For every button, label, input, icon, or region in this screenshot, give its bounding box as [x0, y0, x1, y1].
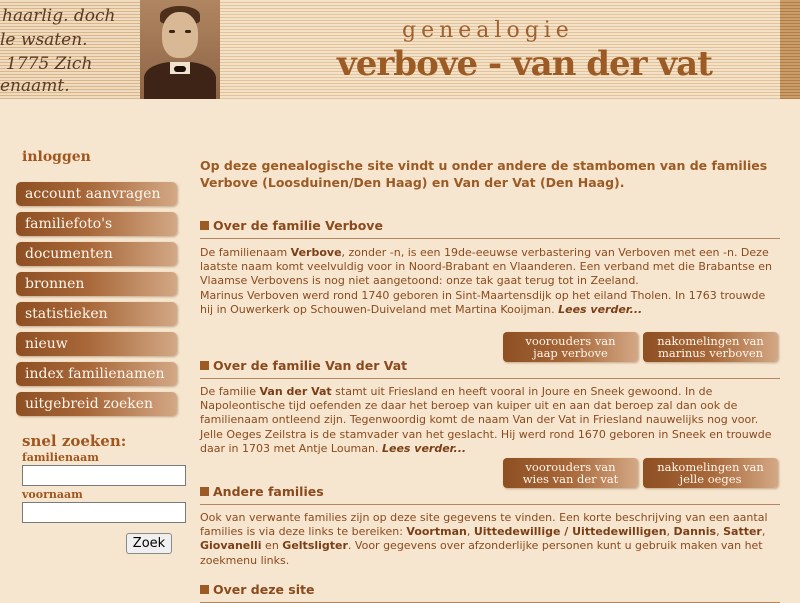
family-link-geltsligter[interactable]: Geltsligter — [282, 539, 348, 553]
site-subtitle: genealogie — [402, 18, 574, 43]
text-segment: Ook van verwante families zijn op deze site gegevens te vinden. Een korte beschrijving van een aantal families is via deze links te bereiken: — [200, 511, 768, 539]
bullet-square-icon — [200, 361, 209, 370]
site-header — [0, 0, 800, 99]
text-segment: , zonder -n, is een 19de-eeuwse verbastering van Verboven met een -n. Deze laatste naam komt veelvuldig voor in Noord-Brabant en Vlaanderen. Een verband met die Brabantse en Vlaamse Verbovens is nog niet aangetoond: onze tak gaat terug tot in Zeeland. — [200, 246, 772, 288]
section-heading-andere-families — [200, 484, 780, 505]
familienaam-input[interactable] — [22, 465, 186, 486]
section-heading-text: Over deze site — [213, 582, 315, 597]
familienaam-label: familienaam — [22, 451, 99, 464]
text-segment: . Voor gegevens over afzonderlijke personen kunt u gebruik maken van het zoekmenu links. — [200, 539, 763, 567]
handwriting-image — [0, 0, 140, 99]
button-line: jaap verbove — [533, 346, 608, 360]
text-segment: stamt uit Friesland en heeft vooral in Joure en Sneek gewoond. In de Napoleontische tijd oefenden ze daar het beroep van kuiper uit en aan dat beroep zal dan ook de familienaam ontleend zijn. Tegenwoordig komt de naam Van der Vat in Friesland nauwelijks nog voor. — [200, 385, 759, 427]
handwriting-line: haarlig. doch — [2, 6, 116, 26]
zoek-button[interactable]: Zoek — [126, 533, 172, 554]
menu-account-aanvragen[interactable]: account aanvragen — [16, 182, 177, 206]
section-text-verbove — [200, 246, 780, 317]
ancestor-portrait — [140, 0, 220, 99]
family-link-dannis[interactable]: Dannis — [673, 525, 717, 539]
header-edge-decoration — [780, 0, 800, 99]
menu-index-familienamen[interactable]: index familienamen — [16, 362, 177, 386]
text-segment: Marinus Verboven werd rond 1740 geboren in Sint-Maartensdijk op het eiland Tholen. In 1763 trouwde hij in Ouwerkerk op Schouwen-Duiveland met Martina Kooijman. — [200, 288, 766, 316]
button-line: nakomelingen van — [657, 334, 764, 348]
text-segment: Jelle Oeges Zeilstra is de stamvader van het geslacht. Hij werd rond 1670 geboren in Sneek en trouwde daar in 1703 met Antje Louman. — [200, 427, 772, 455]
family-name-bold: Verbove — [290, 246, 342, 259]
section-text-van-der-vat — [200, 385, 780, 456]
login-link[interactable]: inloggen — [22, 149, 91, 165]
button-line: marinus verboven — [657, 346, 764, 360]
text-segment: De familie — [200, 385, 260, 398]
section-heading-verbove — [200, 218, 780, 239]
button-line: wies van der vat — [522, 472, 619, 486]
read-more-link[interactable]: Lees verder... — [381, 441, 467, 455]
menu-bronnen[interactable]: bronnen — [16, 272, 177, 296]
read-more-link[interactable]: Lees verder... — [558, 302, 643, 316]
button-line: jelle oeges — [679, 472, 742, 486]
button-line: voorouders van — [525, 334, 616, 348]
menu-uitgebreid-zoeken[interactable]: uitgebreid zoeken — [16, 392, 177, 416]
menu-documenten[interactable]: documenten — [16, 242, 177, 266]
voornaam-input[interactable] — [22, 502, 186, 523]
section-heading-text: Over de familie Verbove — [213, 218, 383, 233]
menu-familiefotos[interactable]: familiefoto's — [16, 212, 177, 236]
quick-search-title: snel zoeken: — [22, 432, 127, 450]
button-line: voorouders van — [525, 460, 616, 474]
handwriting-line: enaamt. — [0, 76, 70, 96]
text-segment: De familienaam — [200, 246, 291, 259]
family-link-voortman[interactable]: Voortman — [406, 525, 467, 539]
handwriting-line: 1775 Zich — [6, 54, 93, 74]
voornaam-label: voornaam — [22, 488, 83, 501]
family-link-uittedewillige[interactable]: Uittedewillige / Uittedewilligen — [473, 525, 667, 539]
family-link-giovanelli[interactable]: Giovanelli — [200, 539, 262, 553]
family-link-satter[interactable]: Satter — [723, 525, 762, 539]
menu-statistieken[interactable]: statistieken — [16, 302, 177, 326]
site-title: verbove - van der vat — [337, 44, 712, 84]
section-heading-van-der-vat — [200, 358, 780, 379]
handwriting-line: le wsaten. — [0, 30, 88, 50]
family-name-bold: Van der Vat — [259, 385, 332, 398]
button-line: nakomelingen van — [657, 460, 764, 474]
menu-nieuw[interactable]: nieuw — [16, 332, 177, 356]
bullet-square-icon — [200, 221, 209, 230]
bullet-square-icon — [200, 487, 209, 496]
section-heading-text: Andere families — [213, 484, 324, 499]
section-text-andere-families: Ook van verwante families zijn op deze site gegevens te vinden. Een korte beschrijving van een aantal families is via deze links te bereiken: Voortman, Uittedewillige / Uittedewilligen, Dannis, Satter, Giovanelli en Geltsligter. Voor gegevens over afzonderlijke personen kunt u gebruik maken van het zoekmenu links. — [200, 511, 768, 567]
intro-text: Op deze genealogische site vindt u onder andere de stambomen van de families Verbove (Loosduinen/Den Haag) en Van der Vat (Den Haag). — [200, 158, 768, 190]
section-heading-text: Over de familie Van der Vat — [213, 358, 408, 373]
bullet-square-icon — [200, 585, 209, 594]
